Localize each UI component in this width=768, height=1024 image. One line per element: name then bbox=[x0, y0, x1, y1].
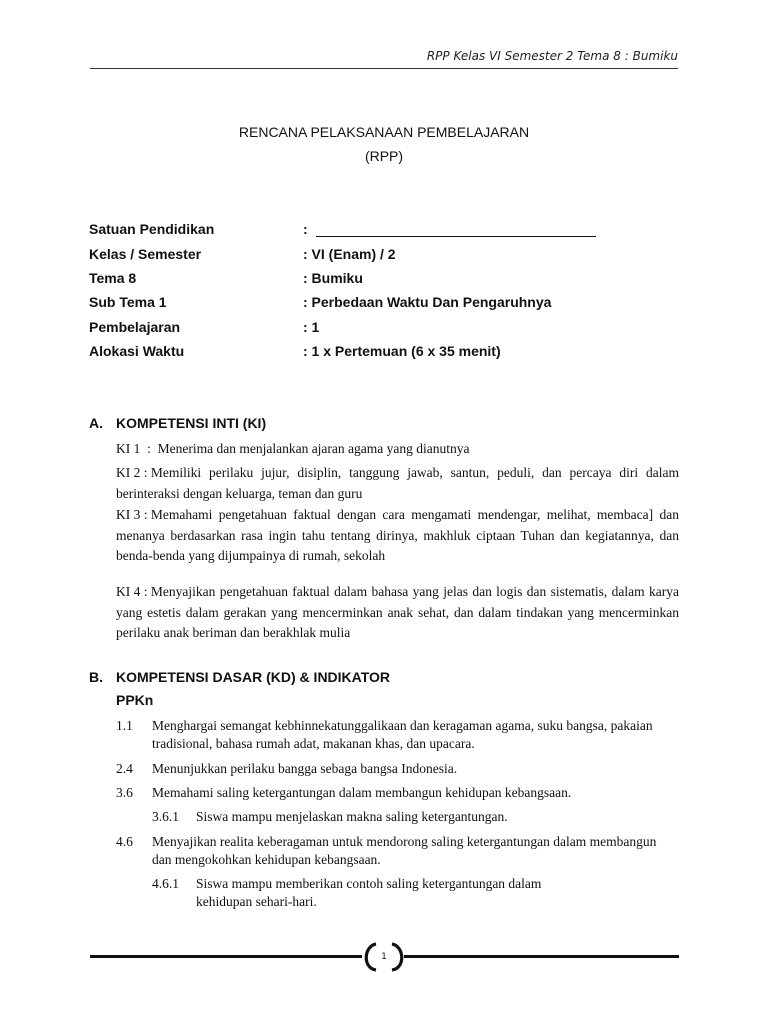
ki-4 bbox=[116, 582, 679, 644]
ki-text: Menerima dan menjalankan ajaran agama yang dianutnya bbox=[157, 441, 470, 456]
kd-2-4 bbox=[116, 760, 679, 778]
section-title: KOMPETENSI INTI (KI) bbox=[116, 415, 267, 431]
footer-rule-left bbox=[90, 955, 362, 958]
indicator-text: Siswa mampu menjelaskan makna saling ketergantungan. bbox=[196, 809, 508, 824]
identity-label: Alokasi Waktu bbox=[89, 343, 185, 359]
identity-label: Tema 8 bbox=[89, 270, 137, 286]
subject-heading: PPKn bbox=[116, 692, 154, 708]
identity-value: : bbox=[303, 221, 596, 237]
ki-1 bbox=[116, 439, 679, 460]
kd-text: Menyajikan realita keberagaman untuk mendorong saling ketergantungan dalam membangun dan mengokohkan kehidupan kebangsaan. bbox=[152, 834, 657, 867]
identity-label: Pembelajaran bbox=[89, 319, 181, 335]
kd-3-6 bbox=[116, 784, 679, 802]
identity-value: : Perbedaan Waktu Dan Pengaruhnya bbox=[303, 294, 552, 310]
ki-label: KI 4 : bbox=[116, 584, 151, 599]
ki-3 bbox=[116, 505, 679, 567]
kd-number: 1.1 bbox=[116, 718, 133, 733]
indicator-text: Siswa mampu memberikan contoh saling ketergantungan dalam kehidupan sehari-hari. bbox=[196, 876, 542, 909]
running-header: RPP Kelas VI Semester 2 Tema 8 : Bumiku bbox=[426, 49, 678, 63]
section-title: KOMPETENSI DASAR (KD) & INDIKATOR bbox=[116, 669, 391, 685]
ki-text: Memahami pengetahuan faktual dengan cara mengamati mendengar, melihat, membaca] dan menanya berdasarkan rasa ingin tahu tentang dirinya, makhluk ciptaan Tuhan dan kegiatannya, dan benda-benda yang dijumpainya di rumah, sekolah bbox=[116, 507, 679, 563]
kd-number: 2.4 bbox=[116, 761, 133, 776]
identity-label: Sub Tema 1 bbox=[89, 294, 167, 310]
section-letter: A. bbox=[89, 415, 103, 431]
document-title: RENCANA PELAKSANAAN PEMBELAJARAN bbox=[238, 124, 530, 140]
ki-label: KI 3 : bbox=[116, 507, 151, 522]
ki-text: Memiliki perilaku jujur, disiplin, tanggung jawab, santun, peduli, dan percaya diri dalam berinteraksi dengan keluarga, teman dan guru bbox=[116, 465, 679, 501]
kd-text: Menghargai semangat kebhinnekatunggalikaan dan keragaman agama, suku bangsa, pakaian tradisional, bahasa rumah adat, makanan khas, dan upacara. bbox=[152, 718, 653, 751]
identity-value: : 1 bbox=[303, 319, 320, 335]
identity-label: Kelas / Semester bbox=[89, 246, 202, 262]
section-letter: B. bbox=[89, 669, 103, 685]
indicator-number: 3.6.1 bbox=[152, 809, 179, 824]
ki-label: KI 2 : bbox=[116, 465, 151, 480]
kd-text: Memahami saling ketergantungan dalam membangun kehidupan kebangsaan. bbox=[152, 785, 572, 800]
ki-2 bbox=[116, 463, 679, 504]
footer-rule-right bbox=[404, 955, 679, 958]
identity-value: : VI (Enam) / 2 bbox=[303, 246, 396, 262]
indicator-4-6-1 bbox=[152, 875, 672, 911]
kd-text: Menunjukkan perilaku bangga sebaga bangsa Indonesia. bbox=[152, 761, 458, 776]
identity-value: : Bumiku bbox=[303, 270, 363, 286]
indicator-number: 4.6.1 bbox=[152, 876, 179, 891]
ki-text: Menyajikan pengetahuan faktual dalam bahasa yang jelas dan logis dan sistematis, dalam karya yang estetis dalam gerakan yang mencerminkan anak sehat, dan dalam tindakan yang mencerminkan perilaku anak beriman dan berakhlak mulia bbox=[116, 584, 679, 640]
identity-value: : 1 x Pertemuan (6 x 35 menit) bbox=[303, 343, 501, 359]
ki-label: KI 1 : bbox=[116, 441, 158, 456]
identity-label: Satuan Pendidikan bbox=[89, 221, 215, 237]
page-number: 1 bbox=[381, 952, 387, 962]
kd-4-6 bbox=[116, 833, 679, 869]
blank-fill-line bbox=[316, 222, 596, 237]
kd-number: 3.6 bbox=[116, 785, 133, 800]
kd-1-1 bbox=[116, 717, 679, 753]
indicator-3-6-1 bbox=[152, 808, 672, 826]
header-rule bbox=[90, 68, 678, 69]
kd-number: 4.6 bbox=[116, 834, 133, 849]
document-subtitle: (RPP) bbox=[364, 148, 404, 164]
